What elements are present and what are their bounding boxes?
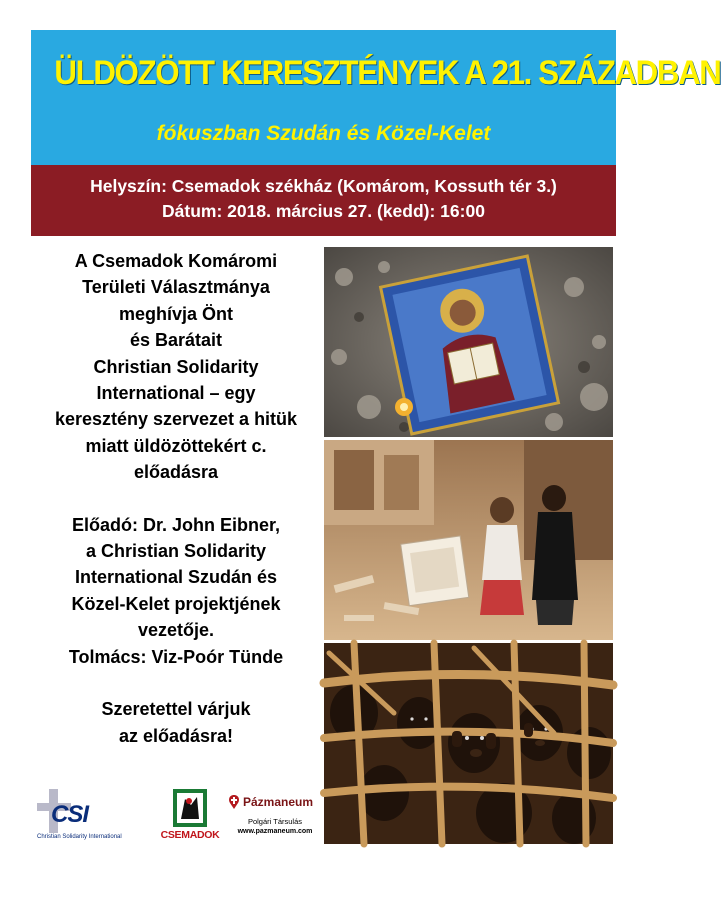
invitation-line: keresztény szervezet a hitük xyxy=(54,409,298,430)
csemadok-logo-text: CSEMADOK xyxy=(160,829,220,841)
date-text: Dátum: 2018. március 27. (kedd): 16:00 xyxy=(162,201,485,221)
invitation-line: Christian Solidarity xyxy=(93,356,259,377)
csi-tagline: Christian Solidarity International xyxy=(37,834,122,840)
speaker-line: vezetője. xyxy=(137,620,215,641)
pazmaneum-subtitle: Polgári Társulás xyxy=(247,817,303,826)
speaker-line: International Szudán és xyxy=(74,567,278,588)
speaker-line: a Christian Solidarity xyxy=(85,541,267,562)
invitation-line: és Barátait xyxy=(129,330,223,351)
speaker-line: Közel-Kelet projektjének xyxy=(71,593,281,614)
invitation-line: meghívja Önt xyxy=(118,303,234,324)
speaker-line: Tolmács: Viz-Poór Tünde xyxy=(68,646,284,667)
invitation-line: International – egy xyxy=(96,383,256,404)
invitation-line: miatt üldözöttekért c. xyxy=(85,435,267,456)
pazmaneum-website: www.pazmaneum.com xyxy=(237,828,313,835)
header-banner xyxy=(31,30,721,165)
sponsor-logos xyxy=(31,785,321,845)
photo-icon-in-rubble xyxy=(324,247,613,437)
photo-children-behind-fence xyxy=(324,643,613,844)
invitation-line: A Csemadok Komáromi xyxy=(74,251,278,271)
closing-line: az előadásra! xyxy=(118,725,234,746)
photo-girls-in-church xyxy=(324,440,613,640)
poster-subtitle: fókuszban Szudán és Közel-Kelet xyxy=(156,122,491,145)
invitation-line: Területi Választmánya xyxy=(82,277,270,298)
speaker-line: Előadó: Dr. John Eibner, xyxy=(71,514,281,535)
event-info-bar xyxy=(31,165,616,236)
invitation-text-column xyxy=(31,248,321,749)
csi-logo xyxy=(31,785,151,845)
pazmaneum-name: Pázmaneum xyxy=(243,795,314,809)
csemadok-logo xyxy=(159,787,221,845)
csi-logo-text: CSI xyxy=(51,801,89,828)
closing-line: Szeretettel várjuk xyxy=(101,699,251,720)
venue-text: Helyszín: Csemadok székház (Komárom, Kossuth tér 3.) xyxy=(90,176,557,196)
poster-title: ÜLDÖZÖTT KERESZTÉNYEK A 21. SZÁZADBAN xyxy=(54,54,721,92)
pazmaneum-logo xyxy=(227,793,323,843)
invitation-line: előadásra xyxy=(133,462,219,483)
